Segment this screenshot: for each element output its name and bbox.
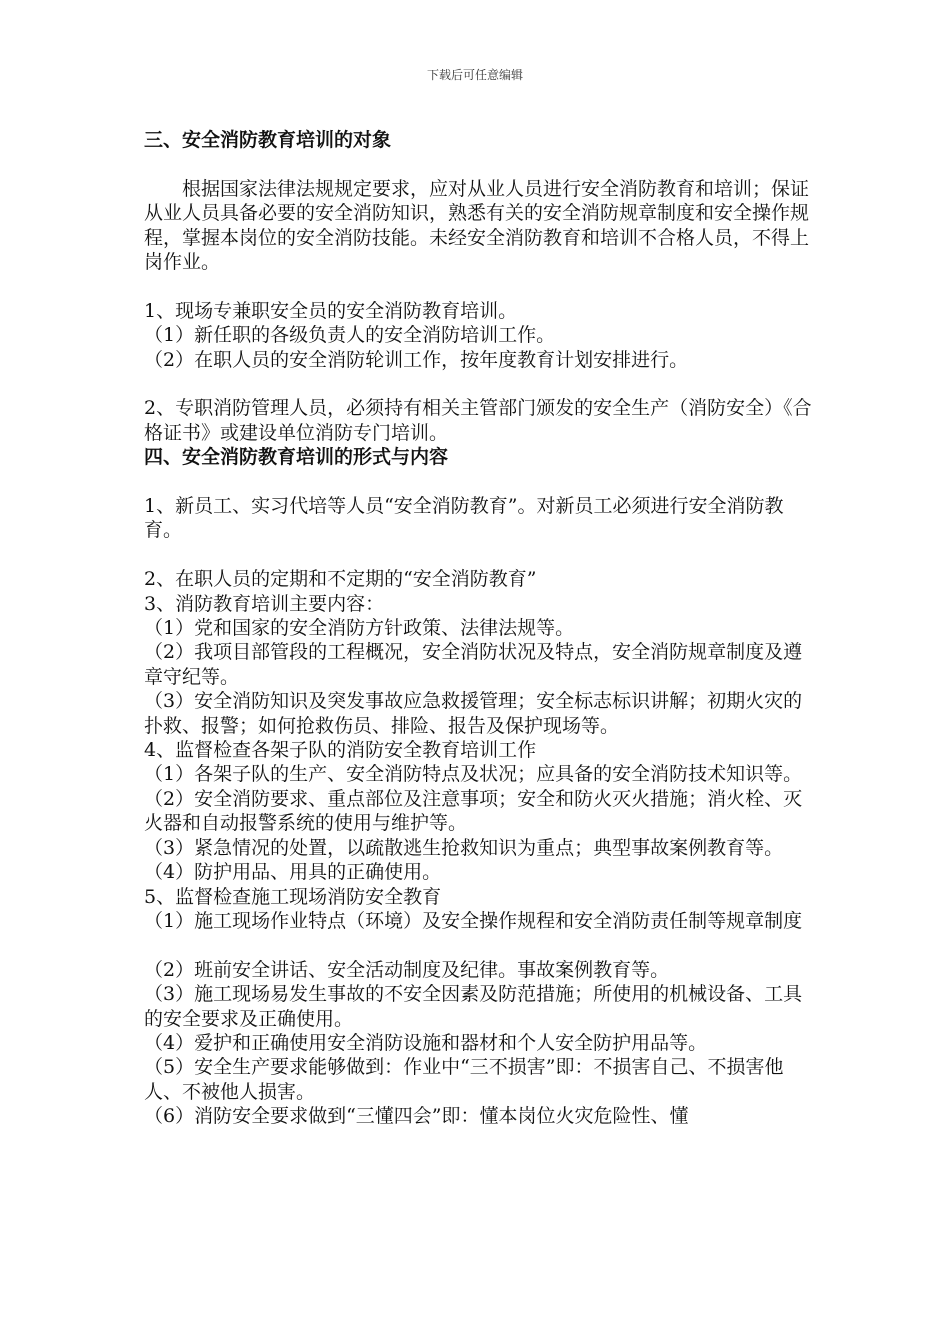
section-4-item-4-4: （4）防护用品、用具的正确使用。 — [144, 861, 442, 884]
section-4-item-5-5: （5）安全生产要求能够做到：作业中“三不损害”即：不损害自己、不损害他人、不被他人损害。 — [144, 1056, 784, 1103]
spacer — [144, 543, 812, 567]
section-4-item-5: 5、监督检查施工现场消防安全教育 — [144, 885, 442, 908]
section-4-item-5-1: （1）施工现场作业特点（环境）及安全操作规程和安全消防责任制等规章制度 — [144, 909, 803, 932]
spacer — [144, 152, 812, 176]
spacer — [144, 372, 812, 396]
section-4-item-5-4: （4）爱护和正确使用安全消防设施和器材和个人安全防护用品等。 — [144, 1031, 708, 1054]
section-4-item-4-3: （3）紧急情况的处置，以疏散逃生抢救知识为重点；典型事故案例教育等。 — [144, 836, 784, 859]
section-4-item-3-2: （2）我项目部管段的工程概况，安全消防状况及特点，安全消防规章制度及遵章守纪等。 — [144, 641, 803, 688]
section-4-item-4-2: （2）安全消防要求、重点部位及注意事项；安全和防火灭火措施；消火栓、灭火器和自动报警系统的使用与维护等。 — [144, 787, 803, 835]
section-3-item-1: 1、现场专兼职安全员的安全消防教育培训。 — [144, 299, 518, 322]
section-4-item-5-6: （6）消防安全要求做到“三懂四会”即：懂本岗位火灾危险性、懂 — [144, 1105, 689, 1128]
section-4-item-3: 3、消防教育培训主要内容： — [144, 592, 385, 615]
section-4-item-4: 4、监督检查各架子队的消防安全教育培训工作 — [144, 739, 537, 762]
section-3-item-1-2: （2）在职人员的安全消防轮训工作，按年度教育计划安排进行。 — [144, 348, 689, 371]
spacer — [144, 470, 812, 494]
section-3-heading: 三、安全消防教育培训的对象 — [144, 129, 392, 151]
section-4-item-5-2: （2）班前安全讲话、安全活动制度及纪律。事故案例教育等。 — [144, 958, 670, 981]
page-header: 下载后可任意编辑 — [426, 68, 523, 82]
section-4-item-3-1: （1）党和国家的安全消防方针政策、法律法规等。 — [144, 617, 575, 640]
document-body — [144, 128, 812, 1129]
section-3-intro: 根据国家法律法规规定要求，应对从业人员进行安全消防教育和培训；保证从业人员具备必要的安全消防知识，熟悉有关的安全消防规章制度和安全操作规程，掌握本岗位的安全消防技能。未经安全消防教育和培训不合格人员，不得上岗作业。 — [144, 177, 810, 274]
section-4-item-2: 2、在职人员的定期和不定期的“安全消防教育” — [144, 568, 537, 591]
spacer — [144, 274, 812, 298]
section-4-item-4-1: （1）各架子队的生产、安全消防特点及状况；应具备的安全消防技术知识等。 — [144, 763, 803, 786]
section-4-item-1: 1、新员工、实习代培等人员“安全消防教育”。对新员工必须进行安全消防教育。 — [144, 495, 784, 542]
section-4-heading: 四、安全消防教育培训的形式与内容 — [144, 446, 449, 469]
section-3-item-1-1: （1）新任职的各级负责人的安全消防培训工作。 — [144, 324, 556, 347]
spacer — [144, 933, 812, 957]
section-4-item-3-3: （3）安全消防知识及突发事故应急救援管理；安全标志标识讲解；初期火灾的扑救、报警；如何抢救伤员、排险、报告及保护现场等。 — [144, 690, 803, 737]
section-3-item-2: 2、专职消防管理人员，必须持有相关主管部门颁发的安全生产（消防安全）《合格证书》或建设单位消防专门培训。 — [144, 397, 812, 444]
section-4-item-5-3: （3）施工现场易发生事故的不安全因素及防范措施；所使用的机械设备、工具的安全要求及正确使用。 — [144, 983, 803, 1030]
